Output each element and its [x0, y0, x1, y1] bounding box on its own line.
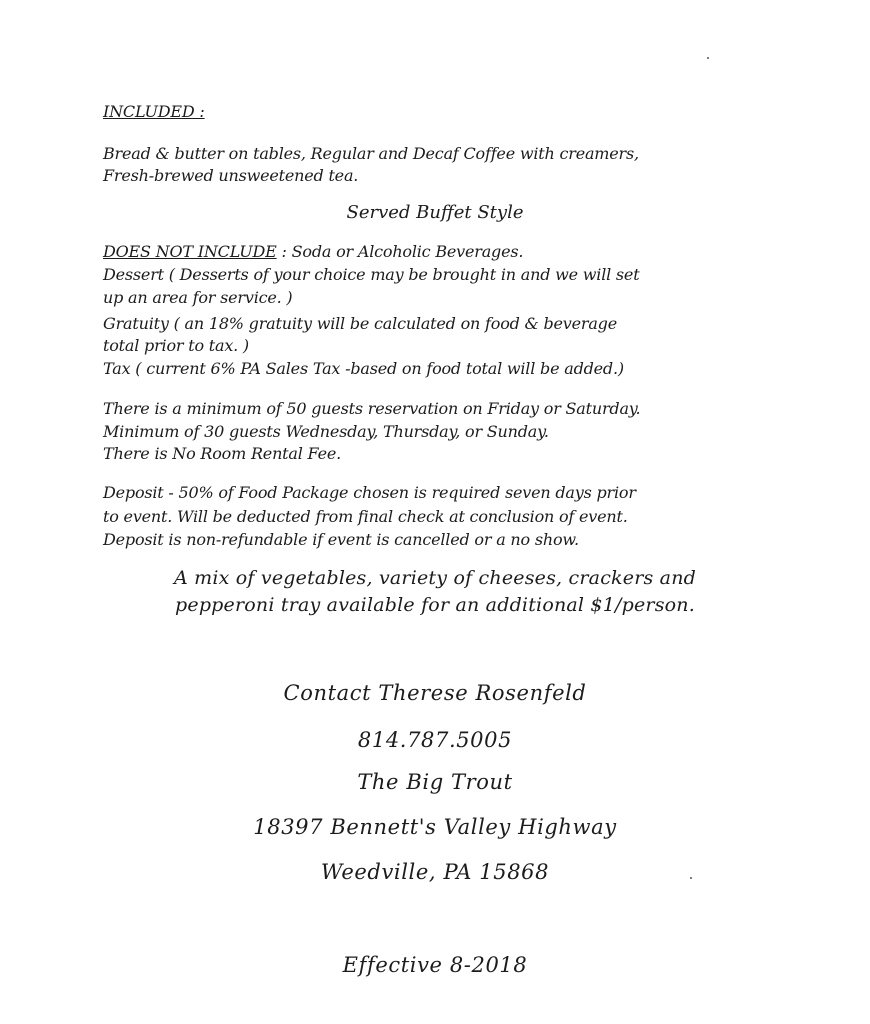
not-included-soda: : Soda or Alcoholic Beverages. [276, 242, 524, 261]
contact-name: Contact Therese Rosenfeld [283, 681, 587, 705]
addon-line-2: pepperoni tray available for an additional $1/person. [175, 594, 695, 616]
scan-speck [707, 57, 709, 59]
not-included-line-dessert: Dessert ( Desserts of your choice may be brought in and we will set [103, 265, 640, 284]
street-address: 18397 Bennett's Valley Highway [253, 815, 617, 839]
service-style: Served Buffet Style [346, 202, 524, 223]
included-line-2: Fresh-brewed unsweetened tea. [103, 166, 359, 185]
not-included-line-gratuity-cont: total prior to tax. ) [103, 336, 249, 355]
minimum-line-2: Minimum of 30 guests Wednesday, Thursday, or Sunday. [103, 422, 549, 441]
city-state-zip: Weedville, PA 15868 [320, 860, 550, 884]
business-name: The Big Trout [357, 770, 513, 794]
deposit-line-3: Deposit is non-refundable if event is cancelled or a no show. [103, 530, 579, 549]
minimum-line-1: There is a minimum of 50 guests reservation on Friday or Saturday. [103, 399, 641, 418]
effective-date: Effective 8-2018 [342, 953, 528, 977]
not-included-line-tax: Tax ( current 6% PA Sales Tax -based on food total will be added.) [103, 359, 624, 378]
not-included-line-dessert-cont: up an area for service. ) [103, 288, 293, 307]
addon-line-1: A mix of vegetables, variety of cheeses, crackers and [173, 567, 696, 589]
not-included-heading: DOES NOT INCLUDE [103, 242, 277, 261]
contact-phone: 814.787.5005 [357, 728, 513, 752]
scan-speck [690, 877, 692, 879]
not-included-line-gratuity: Gratuity ( an 18% gratuity will be calculated on food & beverage [103, 314, 617, 333]
minimum-line-3: There is No Room Rental Fee. [103, 444, 341, 463]
included-line-1: Bread & butter on tables, Regular and Decaf Coffee with creamers, [103, 144, 639, 163]
deposit-line-2: to event. Will be deducted from final check at conclusion of event. [103, 507, 628, 526]
deposit-line-1: Deposit - 50% of Food Package chosen is required seven days prior [103, 483, 636, 502]
not-included-heading-line [103, 241, 523, 263]
included-heading: INCLUDED : [103, 102, 205, 121]
